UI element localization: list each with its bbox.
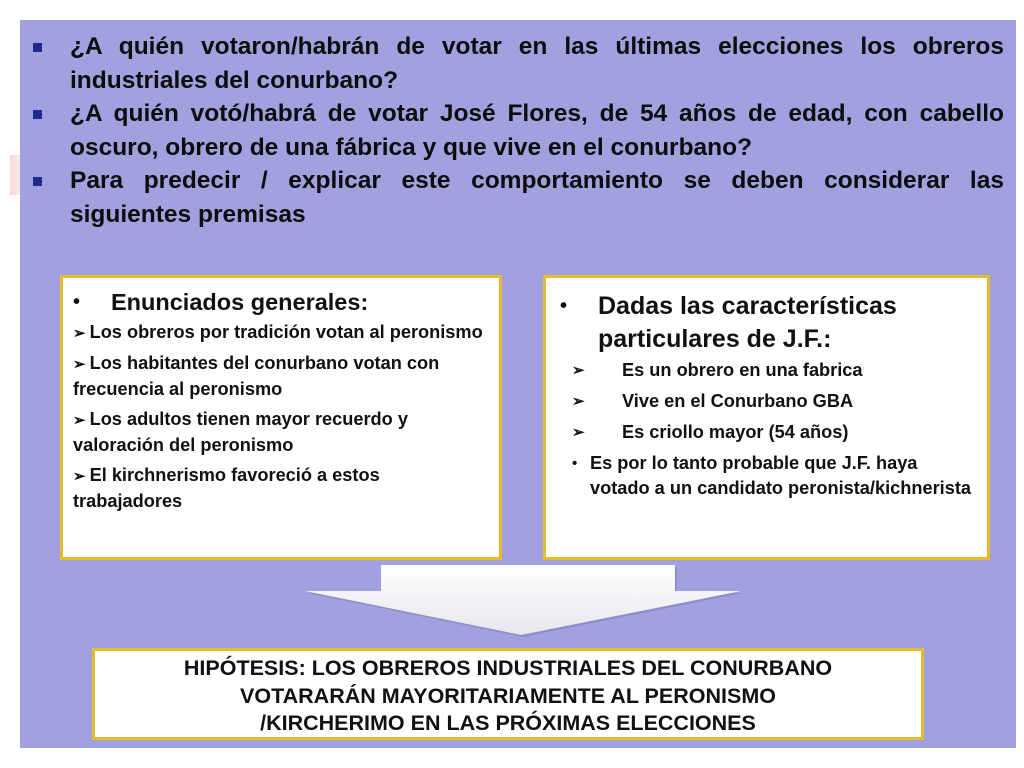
statement-item	[73, 320, 489, 346]
hypothesis-line: HIPÓTESIS: LOS OBREROS INDUSTRIALES DEL CONURBANO	[183, 656, 833, 680]
general-statements-box	[60, 275, 502, 560]
characteristic-text: Es un obrero en una fabrica	[622, 360, 863, 380]
square-bullet-icon	[33, 110, 42, 119]
conclusion-item	[560, 451, 975, 501]
bullet-item	[30, 30, 1004, 97]
statement-item	[73, 463, 489, 514]
bullet-text: Para predecir / explicar este comportamiento se deben considerar las siguientes premisas	[70, 167, 1004, 228]
characteristic-item	[560, 358, 975, 383]
hypothesis-box	[92, 648, 924, 740]
arrow-bullet-icon: ➢	[73, 325, 86, 342]
conclusion-text: Es por lo tanto probable que J.F. haya votado a un candidato peronista/kichnerista	[590, 453, 972, 498]
bullet-item	[30, 97, 1004, 164]
round-bullet-icon: •	[572, 455, 578, 472]
arrow-bullet-icon: ➢	[73, 468, 86, 485]
bullet-text: ¿A quién votaron/habrán de votar en las últimas elecciones los obreros industriales del conurbano?	[70, 33, 1004, 94]
question-bullet-list	[30, 30, 1004, 231]
square-bullet-icon	[33, 43, 42, 52]
down-arrow-icon	[303, 565, 743, 637]
round-bullet-icon: •	[73, 291, 81, 313]
statement-item	[73, 407, 489, 458]
arrow-bullet-icon: ➢	[572, 424, 585, 441]
arrow-bullet-icon: ➢	[572, 393, 585, 410]
characteristic-item	[560, 420, 975, 445]
statement-item	[73, 351, 489, 402]
bullet-item	[30, 164, 1004, 231]
heading-text: Enunciados generales:	[111, 289, 369, 315]
statement-text: Los habitantes del conurbano votan con frecuencia al peronismo	[73, 353, 440, 399]
arrow-bullet-icon: ➢	[73, 356, 86, 373]
statement-text: Los adultos tienen mayor recuerdo y valoración del peronismo	[73, 409, 408, 455]
hypothesis-line: /KIRCHERIMO EN LAS PRÓXIMAS ELECCIONES	[260, 711, 756, 735]
statement-text: Los obreros por tradición votan al peronismo	[89, 322, 483, 342]
arrow-bullet-icon: ➢	[572, 362, 585, 379]
general-statements-heading	[73, 288, 489, 316]
characteristic-text: Vive en el Conurbano GBA	[622, 391, 854, 411]
characteristic-text: Es criollo mayor (54 años)	[622, 422, 849, 442]
square-bullet-icon	[33, 177, 42, 186]
bullet-text: ¿A quién votó/habrá de votar José Flores, de 54 años de edad, con cabello oscuro, obrero de una fábrica y que vive en el conurbano?	[70, 100, 1004, 161]
particular-characteristics-heading	[560, 290, 975, 356]
hypothesis-line: VOTARARÁN MAYORITARIAMENTE AL PERONISMO	[240, 683, 776, 708]
particular-characteristics-box	[543, 275, 990, 560]
statement-text: El kirchnerismo favoreció a estos trabajadores	[73, 465, 380, 511]
round-bullet-icon: •	[560, 295, 568, 317]
characteristic-item	[560, 389, 975, 414]
heading-text: Dadas las características particulares de J.F.:	[598, 292, 897, 353]
arrow-bullet-icon: ➢	[73, 412, 86, 429]
